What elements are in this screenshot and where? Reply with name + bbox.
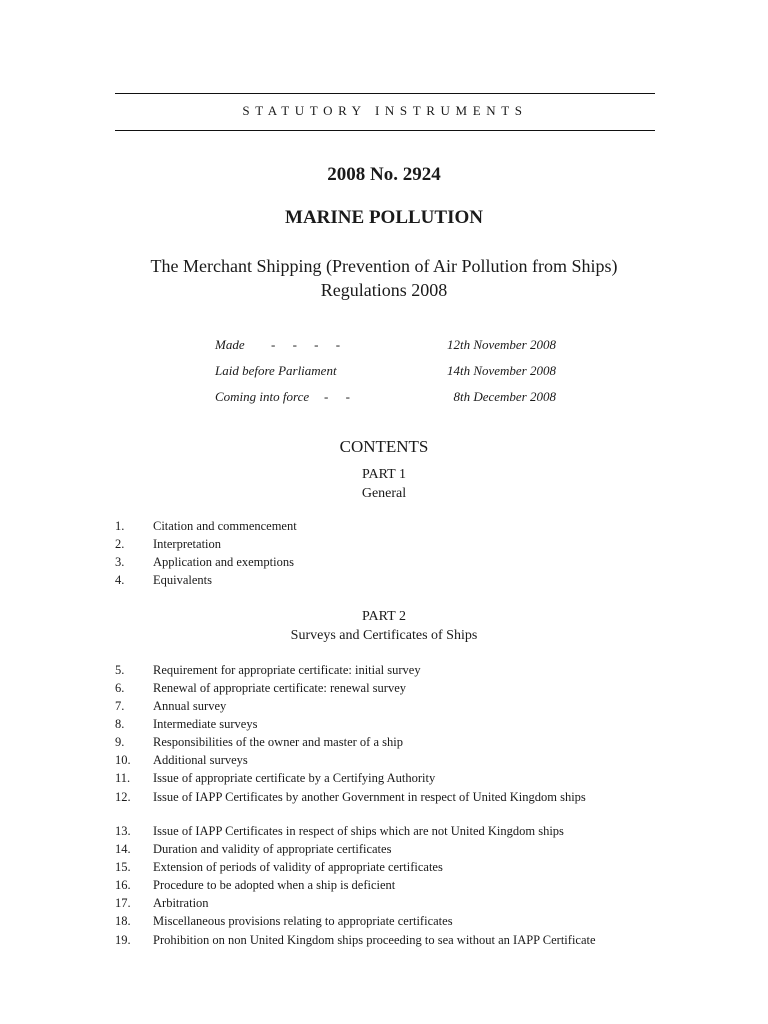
item-text: Issue of IAPP Certificates in respect of ships which are not United Kingdom ships — [153, 824, 564, 838]
part-name: Surveys and Certificates of Ships — [290, 628, 478, 643]
item-text: Extension of periods of validity of appropriate certificates — [153, 860, 443, 874]
item-number: 19. — [115, 933, 131, 947]
item-number: 10. — [115, 753, 131, 767]
date-label: Made — [215, 337, 245, 352]
item-number: 1. — [115, 519, 125, 533]
item-number: 2. — [115, 537, 125, 551]
item-text: Duration and validity of appropriate certificates — [153, 842, 392, 856]
series-heading: STATUTORY INSTRUMENTS — [242, 103, 528, 118]
date-dashes: - - — [324, 389, 350, 404]
item-text: Equivalents — [153, 573, 213, 587]
item-text: Prohibition on non United Kingdom ships proceeding to sea without an IAPP Certificate — [153, 933, 596, 947]
item-number: 4. — [115, 573, 125, 587]
item-number: 14. — [115, 842, 131, 856]
item-text: Responsibilities of the owner and master of a ship — [153, 735, 403, 749]
part-2-heading — [0, 607, 768, 645]
date-dashes: - - - - — [271, 337, 341, 352]
item-text: Additional surveys — [153, 753, 248, 767]
top-rule — [115, 93, 655, 94]
part-label: PART 2 — [362, 609, 406, 624]
part-label: PART 1 — [362, 467, 406, 482]
item-text: Issue of appropriate certificate by a Certifying Authority — [153, 771, 436, 785]
title-line-1: The Merchant Shipping (Prevention of Air Pollution from Ships) — [150, 256, 618, 276]
item-number: 3. — [115, 555, 125, 569]
item-text: Miscellaneous provisions relating to appropriate certificates — [153, 914, 453, 928]
item-text: Arbitration — [153, 896, 209, 910]
instrument-title — [84, 254, 684, 302]
item-number: 16. — [115, 878, 131, 892]
item-text: Citation and commencement — [153, 519, 297, 533]
title-line-2: Regulations 2008 — [320, 280, 448, 300]
date-row-force — [215, 389, 560, 405]
item-number: 9. — [115, 735, 125, 749]
item-text: Intermediate surveys — [153, 717, 258, 731]
part-1-heading — [0, 465, 768, 503]
date-label: Coming into force — [215, 389, 310, 404]
item-text: Annual survey — [153, 699, 227, 713]
item-number: 7. — [115, 699, 125, 713]
item-text: Interpretation — [153, 537, 222, 551]
item-text: Issue of IAPP Certificates by another Government in respect of United Kingdom ships — [153, 790, 586, 804]
date-value: 8th December 2008 — [453, 389, 556, 404]
item-text: Requirement for appropriate certificate: initial survey — [153, 663, 421, 677]
subject-heading: MARINE POLLUTION — [285, 207, 483, 228]
item-number: 15. — [115, 860, 131, 874]
item-text: Application and exemptions — [153, 555, 294, 569]
item-text: Renewal of appropriate certificate: renewal survey — [153, 681, 406, 695]
contents-heading: CONTENTS — [339, 437, 429, 456]
item-number: 6. — [115, 681, 125, 695]
part-name: General — [361, 486, 407, 501]
item-number: 11. — [115, 771, 131, 785]
bottom-rule — [115, 130, 655, 131]
item-text: Procedure to be adopted when a ship is deficient — [153, 878, 396, 892]
item-number: 17. — [115, 896, 131, 910]
date-row-laid — [215, 363, 560, 379]
item-number: 18. — [115, 914, 131, 928]
date-value: 12th November 2008 — [446, 337, 556, 352]
instrument-number: 2008 No. 2924 — [327, 164, 441, 185]
date-label: Laid before Parliament — [215, 363, 337, 378]
date-value: 14th November 2008 — [446, 363, 556, 378]
item-number: 8. — [115, 717, 125, 731]
item-number: 13. — [115, 824, 131, 838]
item-number: 12. — [115, 790, 131, 804]
item-number: 5. — [115, 663, 125, 677]
date-row-made — [215, 337, 560, 353]
